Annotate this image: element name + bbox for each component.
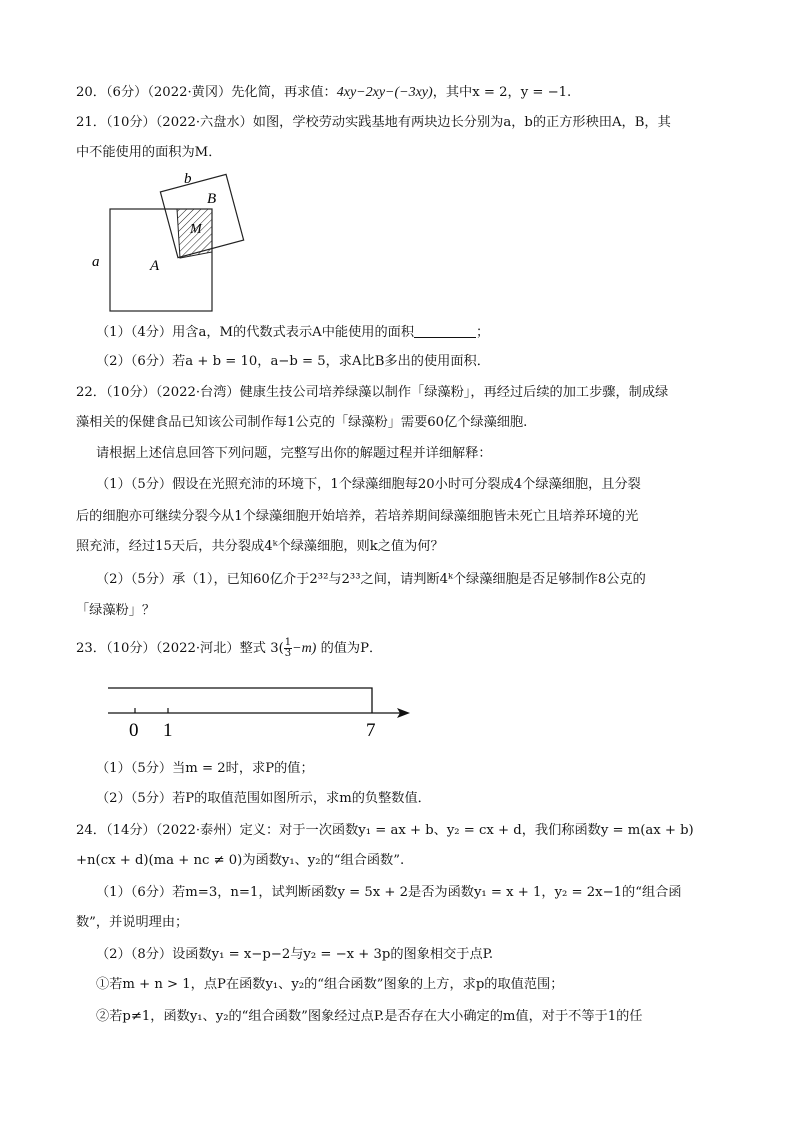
q24-line-4: 数”，并说明理由； <box>76 915 189 930</box>
q22-line-4: （1）（5分）假设在光照充沛的环境下，1个绿藻细胞每20小时可分裂成4个绿藻细胞，且分裂 <box>96 477 641 492</box>
q21-line-2: 中不能使用的面积为M． <box>76 145 222 160</box>
q20-source: （6分）（2022·黄冈）先化简，再求值： <box>105 85 337 100</box>
label-M: M <box>190 222 202 237</box>
q22-line-3: 请根据上述信息回答下列问题，完整写出你的解题过程并详细解释： <box>96 446 492 461</box>
label-B: B <box>207 191 217 207</box>
label-A: A <box>150 258 160 274</box>
q24-line-1: 24．（14分）（2022·泰州）定义：对于一次函数y₁ = ax + b、y₂ = cx + d，我们称函数y = m(ax + b) <box>76 823 694 838</box>
q24-line-6: ①若m + n > 1，点P在函数y₁、y₂的“组合函数”图象的上方，求p的取值范围； <box>96 977 564 992</box>
tick-0: 0 <box>129 720 139 741</box>
q20-number: 20． <box>76 85 106 100</box>
power-2-33: 2³³ <box>341 572 361 587</box>
tick-1: 1 <box>163 720 173 741</box>
q21-source: （10分）（2022·六盘水）如图，学校劳动实践基地有两块边长分别为a，b的正方形秧田A，B，其 <box>105 115 671 130</box>
tick-7: 7 <box>366 720 376 741</box>
q21-part-2: （2）（6分）若a + b = 10，a−b = 5，求A比B多出的使用面积． <box>96 354 490 369</box>
circled-1: ① <box>96 977 110 992</box>
q22-line-1: 22．（10分）（2022·台湾）健康生技公司培养绿藻以制作「绿藻粉」，再经过后续的加工步骤，制成绿 <box>76 385 669 400</box>
q22-line-8: 「绿藻粉」？ <box>76 603 156 618</box>
q22-part-2: （2）（5分）承（1），已知60亿介于2³²与2³³之间，请判断4ᵏ个绿藻细胞是否足够制作8公克的 <box>96 572 646 587</box>
q22-line-6: 照充沛，经过15天后，共分裂成4ᵏ个绿藻细胞，则k之值为何？ <box>76 539 444 554</box>
q20-tail: ，其中x = 2，y = −1. <box>432 85 572 100</box>
power-4k-b: 4ᵏ <box>439 572 453 587</box>
q22-line-2: 藻相关的保健食品已知该公司制作每1公克的「绿藻粉」需要60亿个绿藻细胞. <box>76 415 528 430</box>
q23-part-2: （2）（5分）若P的取值范围如图所示，求m的负整数值． <box>96 791 431 806</box>
q20-line <box>76 84 571 102</box>
range-bracket <box>108 688 372 713</box>
number-line-figure <box>100 680 420 744</box>
label-a: a <box>92 254 100 270</box>
q23-expression: 3( $\frac{1}{3}$ −m) <box>270 637 317 659</box>
label-b: b <box>184 171 192 187</box>
q24-line-5: （2）（8分）设函数y₁ = x−p−2与y₂ = −x + 3p的图象相交于点P. <box>96 947 494 962</box>
fraction: $\frac{1}{3}$ <box>284 637 292 659</box>
q24-line-3: （1）（6分）若m=3，n=1，试判断函数y = 5x + 2是否为函数y₁ = x + 1，y₂ = 2x−1的“组合函 <box>96 885 682 900</box>
q23-part-1: （1）（5分）当m = 2时，求P的值； <box>96 761 314 776</box>
q24-line-2: +n(cx + d)(ma + nc ≠ 0)为函数y₁、y₂的“组合函数”. <box>76 853 405 868</box>
power-4k: 4ᵏ <box>264 539 278 554</box>
q23-line: 23．（10分）（2022·河北）整式 3( $\frac{1}{3}$ −m) 的值为P． <box>76 637 383 659</box>
q21-part-1: （1）（4分）用含a，M的代数式表示A中能使用的面积 ； <box>96 325 490 340</box>
circled-2: ② <box>96 1009 110 1024</box>
q21-line-1 <box>76 114 671 132</box>
power-2-32: 2³² <box>309 572 329 587</box>
q22-line-5: 后的细胞亦可继续分裂今从1个绿藻细胞开始培养，若培养期间绿藻细胞皆未死亡且培养环境的光 <box>76 509 639 524</box>
q21-number: 21． <box>76 115 106 130</box>
q21-squares-figure <box>80 160 260 320</box>
q24-line-7: ②若p≠1，函数y₁、y₂的“组合函数”图象经过点P.是否存在大小确定的m值，对于不等于1的任 <box>96 1009 643 1024</box>
q20-expression: 4xy−2xy−(−3xy) <box>336 85 433 100</box>
answer-blank <box>414 324 476 338</box>
